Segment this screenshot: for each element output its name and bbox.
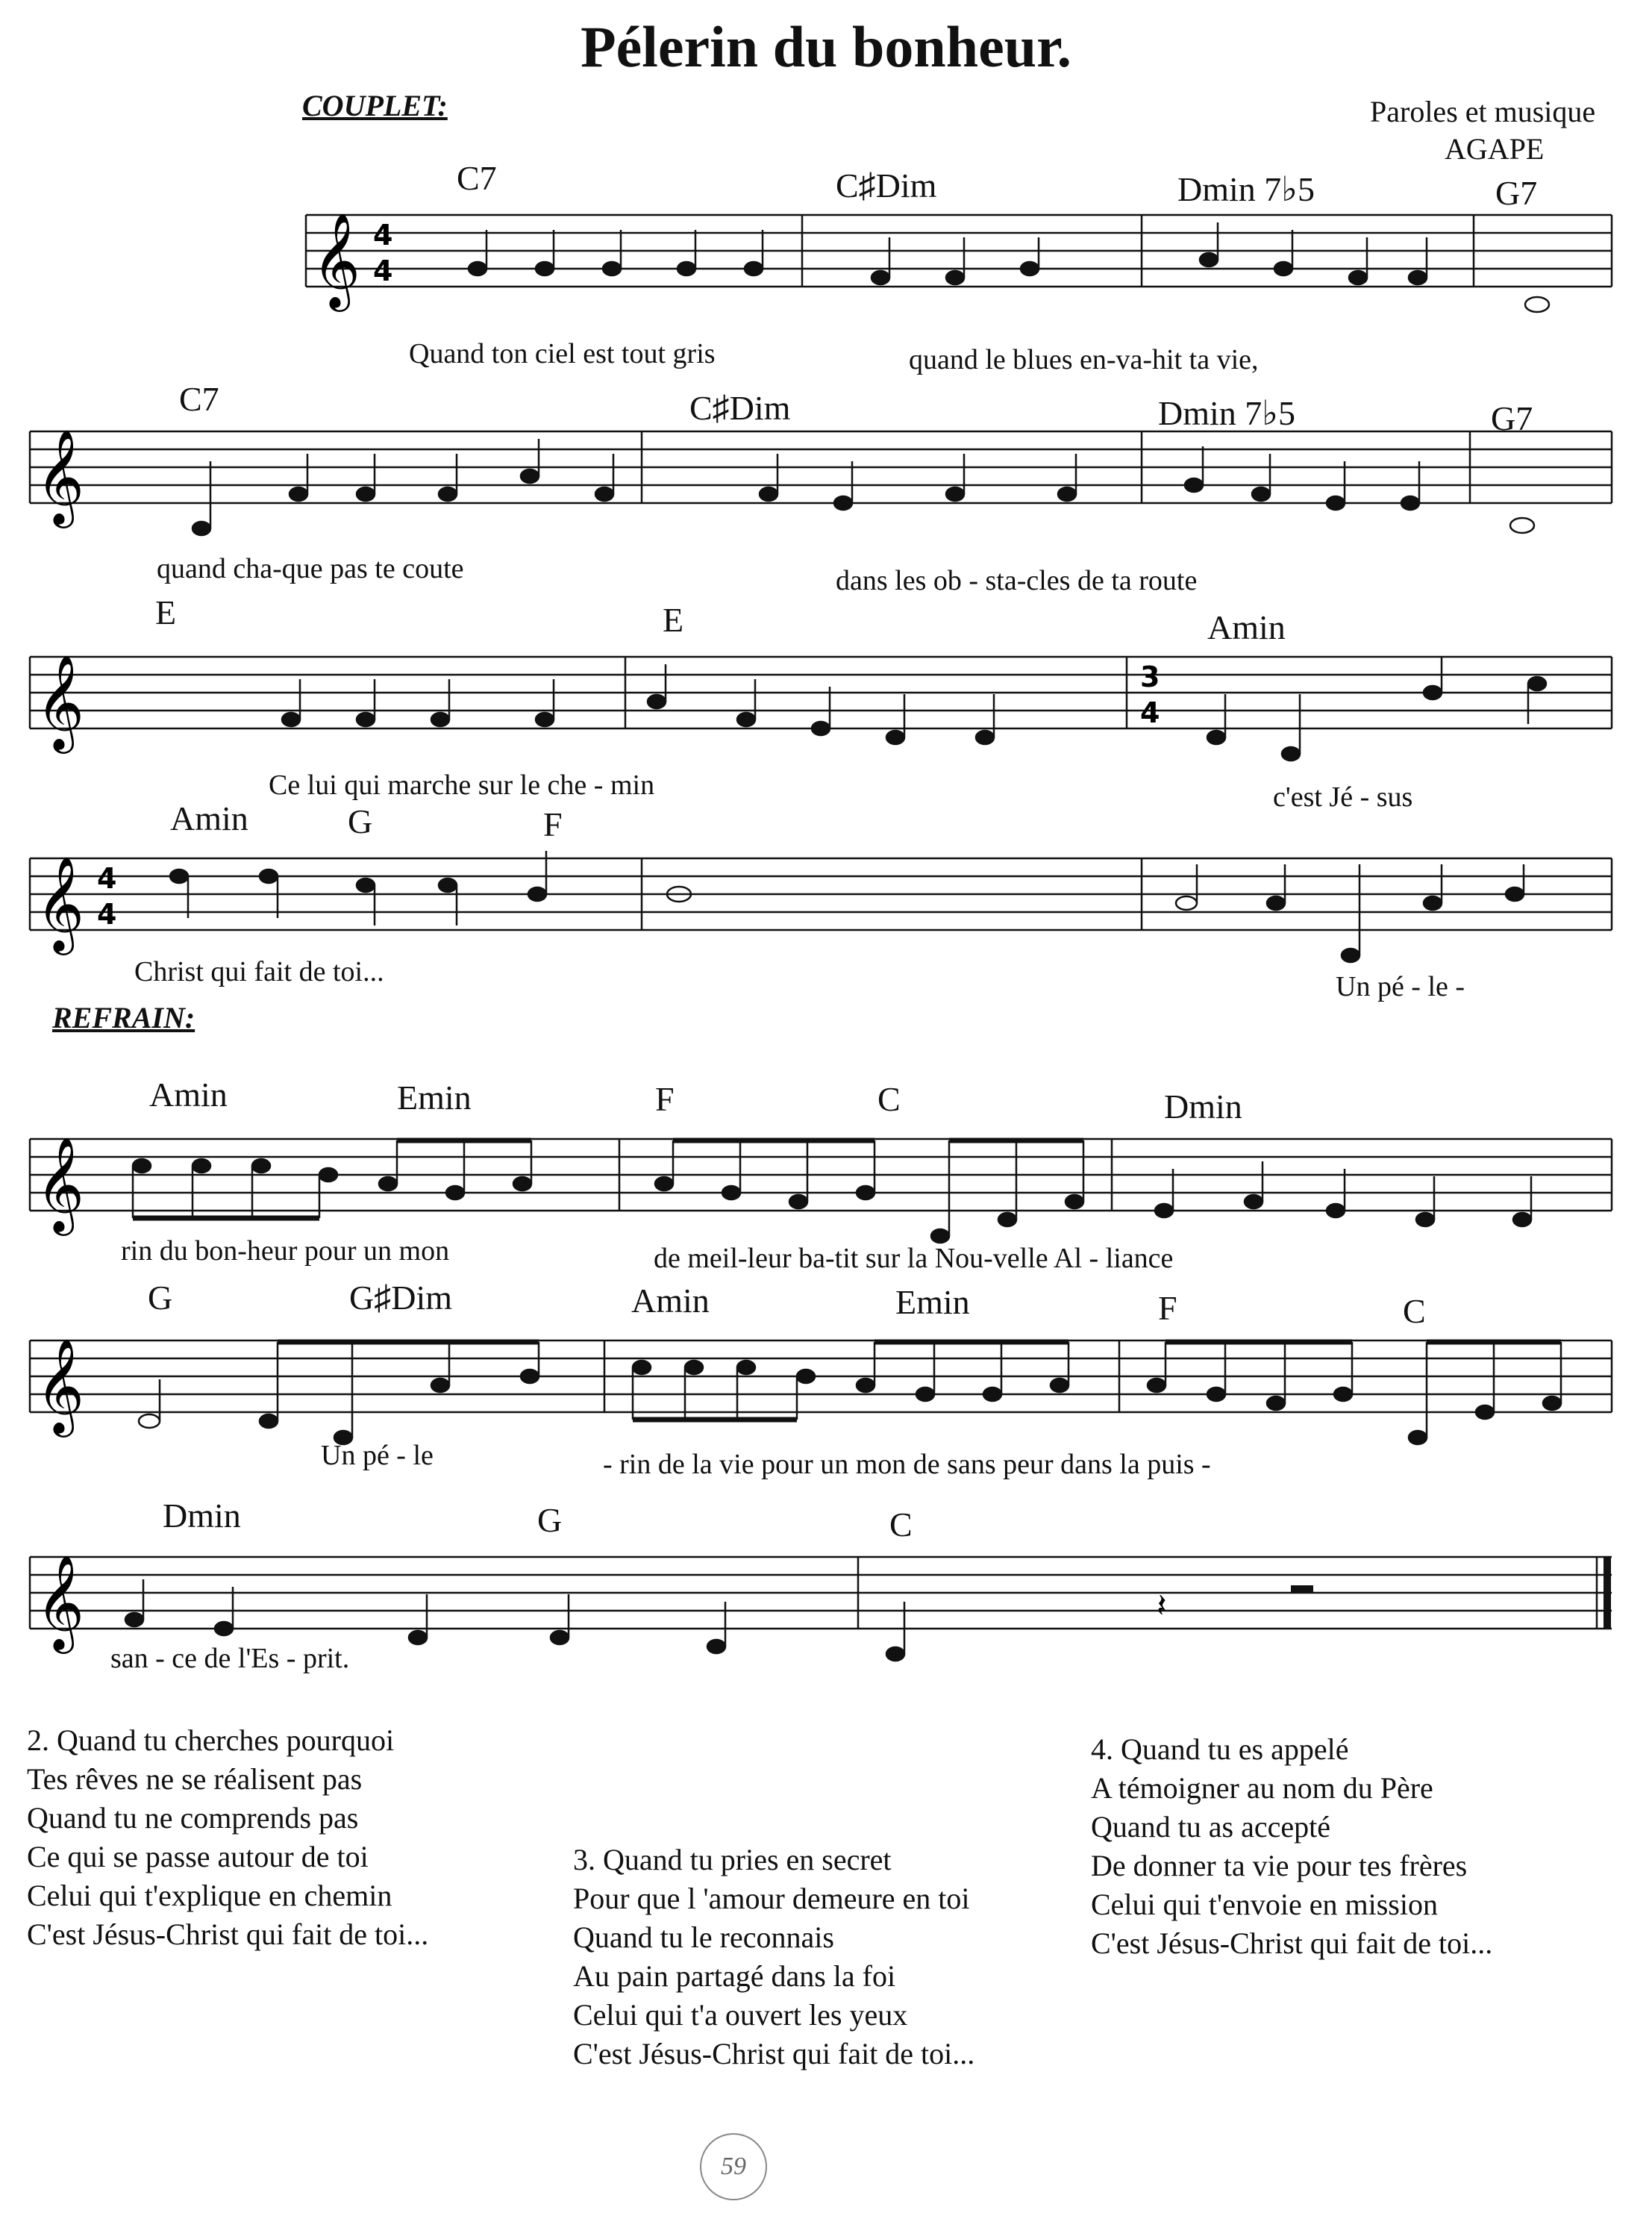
lyric: Ce lui qui marche sur le che - min [269,770,655,801]
chord: Amin [149,1076,228,1114]
verse-line: C'est Jésus-Christ qui fait de toi... [573,2037,975,2070]
chord: C [889,1505,913,1544]
verse-line: Quand tu as accepté [1091,1810,1330,1844]
music-staff [22,416,1619,543]
verse-line: Au pain partagé dans la foi [573,1959,896,1993]
verse-line: Quand tu le reconnais [573,1920,834,1954]
lyric: dans les ob - sta-cles de ta route [836,565,1198,596]
page-title: Pélerin du bonheur. [580,14,1072,79]
chord: F [543,805,563,843]
chord: C [1403,1292,1426,1330]
lyric: rin du bon-heur pour un mon [121,1235,450,1267]
verse-line: 4. Quand tu es appelé [1091,1732,1349,1766]
chord: G [148,1279,173,1317]
credit-line-2: AGAPE [1445,132,1545,166]
verse-line: Celui qui t'explique en chemin [27,1879,392,1912]
verse-line: A témoigner au nom du Père [1091,1771,1433,1805]
chord: Dmin 7♭5 [1158,394,1295,432]
chord: C [877,1080,901,1118]
chord: G♯Dim [349,1279,452,1317]
music-staff [22,843,1619,970]
lyric: Christ qui fait de toi... [134,956,384,987]
svg-text:4: 4 [373,219,393,252]
chord: C7 [457,159,497,197]
verse-line: 3. Quand tu pries en secret [573,1843,892,1876]
chord: Dmin [163,1496,241,1535]
svg-text:𝄞: 𝄞 [312,212,361,308]
svg-text:𝄞: 𝄞 [36,654,85,749]
chord: Amin [1207,608,1286,646]
credit-line-1: Paroles et musique [1370,95,1596,128]
lyric: quand cha-que pas te coute [157,553,464,584]
chord: G7 [1491,399,1533,437]
verse-line: C'est Jésus-Christ qui fait de toi... [27,1917,429,1951]
lyric: Quand ton ciel est tout gris [409,338,716,369]
svg-text:𝄞: 𝄞 [36,428,85,524]
chord: G [537,1501,563,1539]
verse-line: 2. Quand tu cherches pourquoi [27,1723,395,1757]
chord: Dmin [1164,1087,1242,1126]
verse-3 [573,1841,974,2073]
chord: F [1158,1289,1177,1327]
chord: Amin [170,799,248,837]
svg-text:4: 4 [97,862,117,895]
chord: G [348,802,373,840]
page-number: 59 [700,2133,767,2200]
lyric: quand le blues en-va-hit ta vie, [909,344,1259,375]
music-staff [22,1124,1619,1251]
couplet-label: COUPLET: [302,89,448,122]
verse-line: Quand tu ne comprends pas [27,1801,359,1835]
chord: C♯Dim [689,389,791,427]
chord: Emin [397,1079,472,1117]
verse-line: Celui qui t'envoie en mission [1091,1888,1438,1921]
music-staff [22,1326,1619,1452]
lyric: san - ce de l'Es - prit. [110,1643,350,1674]
chord: E [155,593,177,631]
chord: F [655,1080,675,1118]
svg-text:𝄽: 𝄽 [1157,1587,1167,1625]
svg-text:𝄞: 𝄞 [36,1554,85,1649]
verse-4 [1091,1730,1492,1963]
verse-line: Pour que l 'amour demeure en toi [573,1882,970,1915]
verse-line: Celui qui t'a ouvert les yeux [573,1998,908,2032]
chord: E [663,601,684,639]
verse-line: De donner ta vie pour tes frères [1091,1849,1468,1882]
verse-line: C'est Jésus-Christ qui fait de toi... [1091,1926,1493,1960]
svg-text:𝄞: 𝄞 [36,855,85,951]
music-staff [298,200,1619,319]
chord: Emin [895,1283,970,1321]
svg-text:4: 4 [373,255,393,287]
svg-text:4: 4 [97,898,117,931]
lyric: c'est Jé - sus [1273,781,1413,813]
chord: Amin [631,1282,710,1320]
svg-text:3: 3 [1140,661,1160,693]
lyric: de meil-leur ba-tit sur la Nou-velle Al - liance [654,1243,1174,1274]
svg-text:𝄞: 𝄞 [36,1338,85,1433]
music-staff [22,642,1619,769]
lyric: - rin de la vie pour un mon de sans peur dans la puis - [603,1449,1211,1480]
verse-line: Ce qui se passe autour de toi [27,1840,369,1873]
refrain-label: REFRAIN: [52,1001,195,1034]
chord: Dmin 7♭5 [1177,170,1315,208]
verse-2 [27,1721,428,1954]
chord: C♯Dim [836,166,937,205]
chord: G7 [1495,174,1538,212]
chord: C7 [179,380,219,418]
lyric: Un pé - le - [1336,971,1465,1002]
svg-text:4: 4 [1140,696,1160,729]
lyric: Un pé - le [321,1440,434,1471]
svg-text:𝄞: 𝄞 [36,1136,85,1232]
verse-line: Tes rêves ne se réalisent pas [27,1762,363,1796]
